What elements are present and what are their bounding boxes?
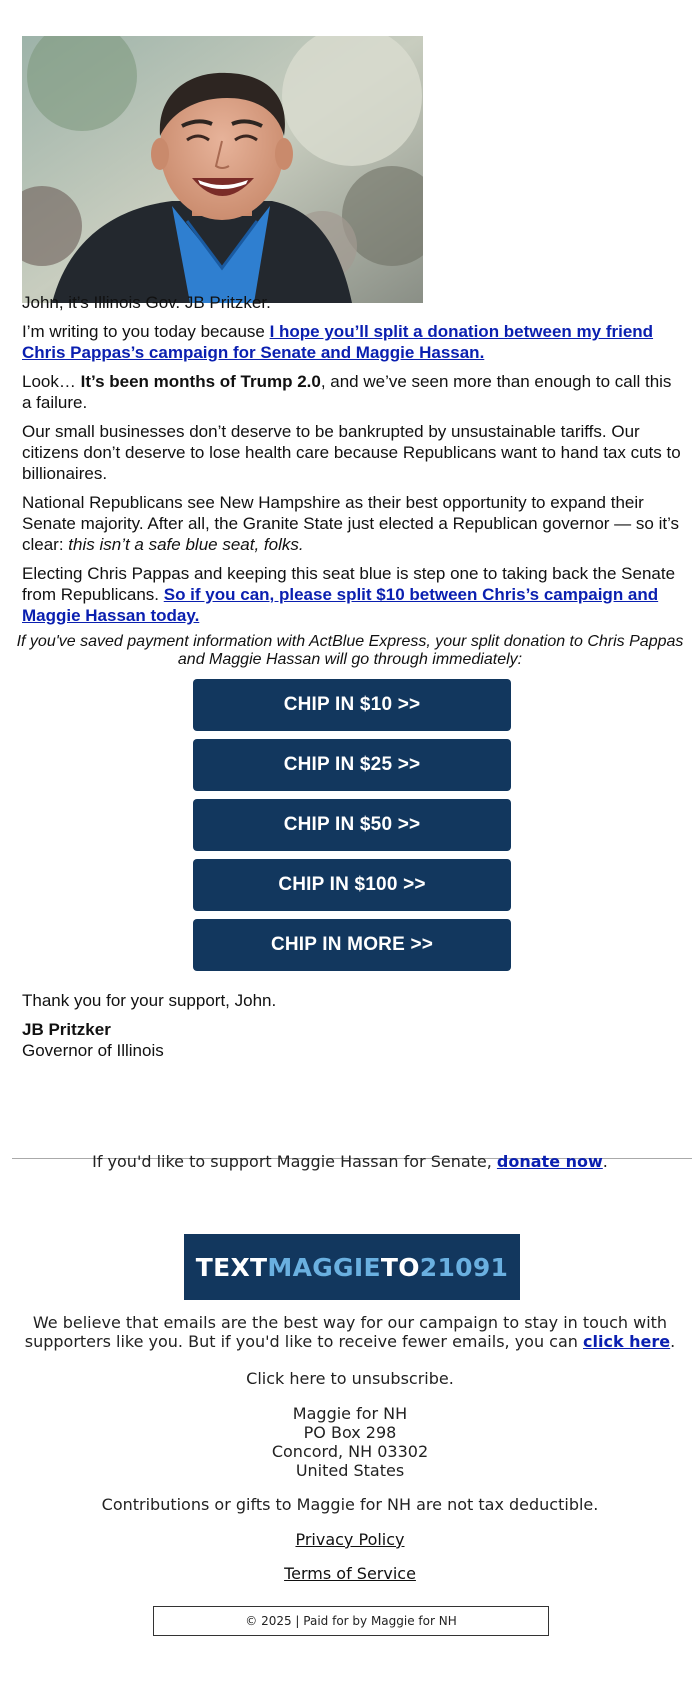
privacy-policy-wrap (14, 1530, 686, 1549)
chip-in-10-button[interactable]: CHIP IN $10 >> (193, 679, 511, 731)
jb-pritzker-photo (22, 36, 423, 303)
terms-of-service-link[interactable]: Terms of Service (284, 1564, 416, 1583)
banner-text-2: TO (380, 1252, 420, 1282)
paid-for-box: © 2025 | Paid for by Maggie for NH (153, 1606, 549, 1636)
businesses-paragraph: Our small businesses don’t deserve to be bankrupted by unsustainable tariffs. Our citizens don’t deserve to lose health care because Republicans want to hand tax cuts to billionaires. (22, 422, 681, 483)
fewer-emails-link[interactable]: click here (583, 1332, 671, 1351)
republicans-paragraph: National Republicans see New Hampshire as their best opportunity to expand their Senate majority. After all, the Granite State just elected a Republican governor — so it’s clear: this isn’t a safe blue seat, folks. (22, 493, 680, 554)
address-line-3: Concord, NH 03302 (271, 1442, 429, 1461)
chip-in-25-button[interactable]: CHIP IN $25 >> (193, 739, 511, 791)
tax-disclaimer: Contributions or gifts to Maggie for NH are not tax deductible. (101, 1495, 599, 1514)
split-donation-link[interactable]: I hope you’ll split a donation between my friend Chris Pappas’s campaign for Senate and Maggie Hassan. (22, 322, 654, 362)
support-line: If you'd like to support Maggie Hassan for Senate, donate now. (92, 1152, 608, 1171)
chip-in-50-button[interactable]: CHIP IN $50 >> (193, 799, 511, 851)
address-line-1: Maggie for NH (292, 1404, 408, 1423)
chip-in-100-button[interactable]: CHIP IN $100 >> (193, 859, 511, 911)
address-line-4: United States (295, 1461, 405, 1480)
unsubscribe-link[interactable]: Click here to unsubscribe. (246, 1369, 454, 1388)
banner-shortcode: 21091 (419, 1252, 509, 1282)
privacy-policy-link[interactable]: Privacy Policy (295, 1530, 405, 1549)
text-maggie-banner[interactable] (184, 1234, 520, 1300)
trump-paragraph: Look… It’s been months of Trump 2.0, and we’ve seen more than enough to call this a failure. (22, 372, 672, 412)
actblue-express-note: If you've saved payment information with ActBlue Express, your split donation to Chris Pappas and Maggie Hassan will go through immediately: (16, 633, 684, 668)
intro-paragraph: I’m writing to you today because I hope you’ll split a donation between my friend Chris Pappas’s campaign for Senate and Maggie Hassan. (22, 322, 654, 362)
chip-in-more-button[interactable]: CHIP IN MORE >> (193, 919, 511, 971)
signer-title: Governor of Illinois (22, 1041, 164, 1060)
address-line-2: PO Box 298 (303, 1423, 397, 1442)
emails-line: We believe that emails are the best way for our campaign to stay in touch with supporters like you. But if you'd like to receive fewer emails, you can click here. (24, 1313, 676, 1351)
split-10-link[interactable]: So if you can, please split $10 between Chris’s campaign and Maggie Hassan today. (22, 585, 659, 625)
thanks-text: Thank you for your support, John. (22, 991, 277, 1010)
signer-name: JB Pritzker (22, 1020, 111, 1039)
donate-now-link[interactable]: donate now (496, 1152, 603, 1171)
terms-wrap (14, 1564, 686, 1583)
banner-keyword: MAGGIE (267, 1252, 381, 1282)
pappas-paragraph: Electing Chris Pappas and keeping this seat blue is step one to taking back the Senate from Republicans. So if you can, please split $10 between Chris’s campaign and Maggie Hassan today. (22, 564, 676, 625)
greeting: John, it’s Illinois Gov. JB Pritzker. (22, 293, 271, 312)
banner-text-1: TEXT (195, 1252, 268, 1282)
